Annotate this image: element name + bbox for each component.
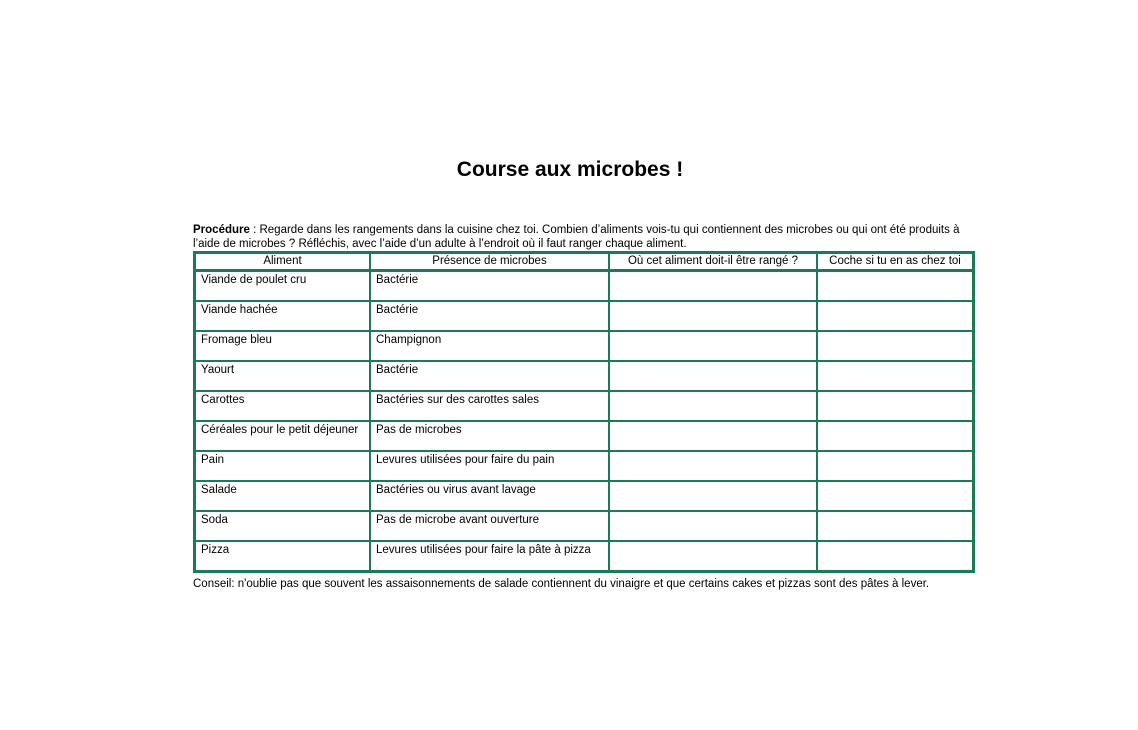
cell-aliment: Carottes — [195, 391, 370, 421]
table-row — [195, 331, 973, 361]
cell-aliment: Pizza — [195, 541, 370, 571]
advice-text: Conseil: n'oublie pas que souvent les assaisonnements de salade contiennent du vinaigre et que certains cakes et pizzas sont des pâtes à lever. — [193, 578, 930, 590]
header-rangement: Où cet aliment doit-il être rangé ? — [609, 253, 817, 271]
table-row — [195, 541, 973, 571]
cell-presence: Pas de microbes — [370, 421, 609, 451]
cell-rangement[interactable] — [609, 331, 817, 361]
page-title: Course aux microbes ! — [456, 158, 684, 181]
cell-coche[interactable] — [817, 301, 973, 331]
procedure-text: : Regarde dans les rangements dans la cuisine chez toi. Combien d’aliments vois-tu qui contiennent des microbes ou qui ont été produits à l’aide de microbes ? Réfléchis, avec l’aide d’un adulte à l’endroit où il faut ranger chaque aliment. — [193, 224, 960, 250]
cell-coche[interactable] — [817, 391, 973, 421]
header-coche: Coche si tu en as chez toi — [817, 253, 973, 271]
table-body — [195, 271, 973, 571]
cell-coche[interactable] — [817, 361, 973, 391]
cell-rangement[interactable] — [609, 481, 817, 511]
cell-aliment: Yaourt — [195, 361, 370, 391]
cell-aliment: Céréales pour le petit déjeuner — [195, 421, 370, 451]
cell-presence: Pas de microbe avant ouverture — [370, 511, 609, 541]
cell-aliment: Viande de poulet cru — [195, 271, 370, 301]
cell-presence: Levures utilisées pour faire la pâte à pizza — [370, 541, 609, 571]
cell-presence: Bactéries sur des carottes sales — [370, 391, 609, 421]
cell-rangement[interactable] — [609, 421, 817, 451]
cell-aliment: Viande hachée — [195, 301, 370, 331]
cell-aliment: Soda — [195, 511, 370, 541]
cell-rangement[interactable] — [609, 451, 817, 481]
table-row — [195, 451, 973, 481]
cell-presence: Bactérie — [370, 361, 609, 391]
table-row — [195, 481, 973, 511]
procedure-label: Procédure — [193, 224, 250, 236]
cell-coche[interactable] — [817, 271, 973, 301]
microbes-table — [193, 251, 975, 573]
table-row — [195, 391, 973, 421]
header-presence: Présence de microbes — [370, 253, 609, 271]
cell-rangement[interactable] — [609, 361, 817, 391]
cell-coche[interactable] — [817, 511, 973, 541]
cell-coche[interactable] — [817, 451, 973, 481]
header-aliment: Aliment — [195, 253, 370, 271]
table-row — [195, 421, 973, 451]
table-row — [195, 271, 973, 301]
cell-aliment: Pain — [195, 451, 370, 481]
cell-rangement[interactable] — [609, 271, 817, 301]
table-row — [195, 511, 973, 541]
table-header-row — [195, 253, 973, 271]
cell-presence: Bactérie — [370, 301, 609, 331]
procedure-paragraph — [193, 224, 963, 251]
cell-coche[interactable] — [817, 421, 973, 451]
cell-coche[interactable] — [817, 481, 973, 511]
cell-presence: Champignon — [370, 331, 609, 361]
cell-aliment: Fromage bleu — [195, 331, 370, 361]
table-row — [195, 361, 973, 391]
cell-presence: Levures utilisées pour faire du pain — [370, 451, 609, 481]
cell-rangement[interactable] — [609, 511, 817, 541]
cell-coche[interactable] — [817, 541, 973, 571]
cell-aliment: Salade — [195, 481, 370, 511]
cell-rangement[interactable] — [609, 391, 817, 421]
cell-presence: Bactéries ou virus avant lavage — [370, 481, 609, 511]
cell-rangement[interactable] — [609, 301, 817, 331]
cell-presence: Bactérie — [370, 271, 609, 301]
cell-coche[interactable] — [817, 331, 973, 361]
cell-rangement[interactable] — [609, 541, 817, 571]
table-row — [195, 301, 973, 331]
